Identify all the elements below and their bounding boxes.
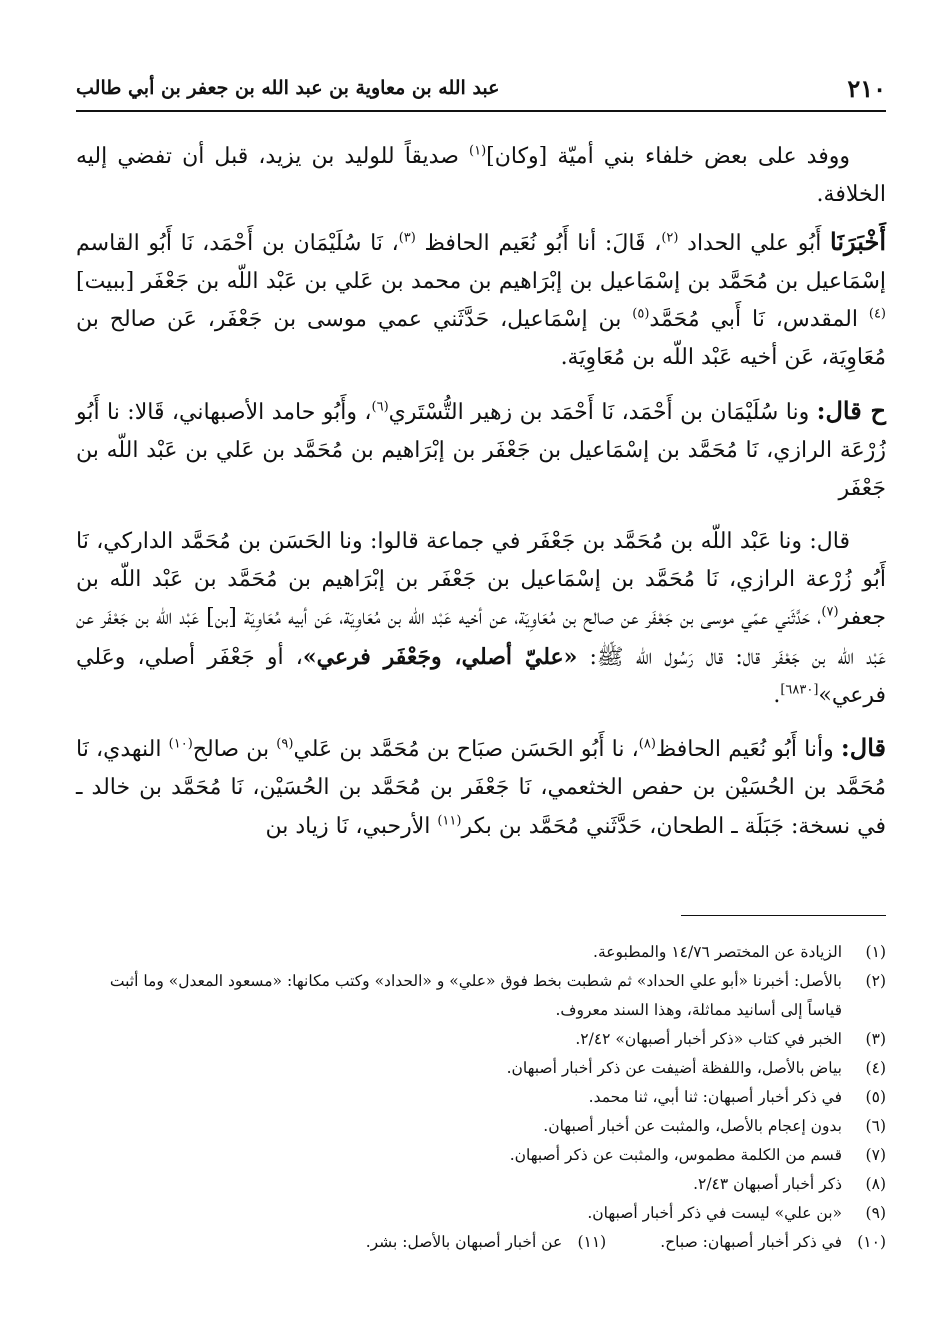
isnad-lead: ح قال: [816,395,886,425]
paragraph-5: قال: وأنا أَبُو نُعَيم الحافظ$^{(٨)}$، نا أَبُو الحَسَن صبَاح بن مُحَمَّد بن عَلي$^{(٩)}$ بن صالح$^{(١٠)}$ النهدي، نَا مُحَمَّد بن الحُسَيْن بن حفص الخثعمي، نَا جَعْفَر بن مُحَمَّد بن الحُسَيْن، نَا مُحَمَّد بن خالد ـ في نسخة: جَبَلَة ـ الطحان، حَدَّثَني مُحَمَّد بن بكر$^{(١١)}$ الأرحبي، نَا زياد بن [76,733,886,839]
isnad-lead: قال: [840,733,886,763]
footnote-item: (١٠) في ذكر أخبار أصبهان: صباح. [660,1233,886,1251]
hadith-number: [٦٨٣٠] [780,682,819,698]
footnote-ref: (٧) [821,604,839,620]
footnote-ref: (٦) [371,399,389,415]
footnote-row [76,1228,886,1257]
paragraph-4: قال: ونا عَبْد اللّه بن مُحَمَّد بن جَعْفَر في جماعة قالوا: ونا الحَسَن بن مُحَمَّد الداركي، نَا أَبُو زُرْعة الرازي، نَا مُحَمَّد بن إسْمَاعيل بن جَعْفَر بن إبْرَاهيم بن مُحَمَّد بن عَبْد اللّه بن جعفر$^{(٧)}$، حَدَّثَني عمّي موسى بن جَعْفَر عن صالح بن مُعَاوِيَة، عن أخيه عَبْد اللّه بن مُعَاوِيَة، عَن أبيه مُعَاوِيَة [بن] عَبْد اللّه بن جَعْفَر عن عَبْد اللّه بن جَعْفَر قال: قال رَسُول اللّه ﷺ: «عليّ أصلي، وجَعْفَر فرعي»، أو جَعْفَر أصلي، وعَلي فرعي»[٦٨٣٠]. [76,528,886,708]
footnote-ref: (١٠) [168,736,193,752]
page-number: ٢١٠ [847,73,886,103]
footnote-item: (٧) قسم من الكلمة مطموس، والمثبت عن ذكر أصبهان. [509,1146,886,1164]
paragraph-2: أَخْبَرَنَا أَبُو علي الحداد $^{(٢)}$، قَالَ: أنا أَبُو نُعَيم الحافظ $^{(٣)}$، نَا سُلَيْمَان بن أَحْمَد، نَا أَبُو القاسم إسْمَاعيل بن مُحَمَّد بن إسْمَاعيل بن إبْرَاهيم بن محمد بن عَلي بن عَبْد اللّه بن جَعْفَر [ببيت]$^{(٤)}$ المقدس، نَا أَبي مُحَمَّد$^{(٥)}$ بن إسْمَاعيل، حَدَّثَني عمي موسى بن جَعْفَر، عَن صالح بن مُعَاوِيَة، عَن أخيه عَبْد اللّه بن مُعَاوِيَة. [76,226,886,371]
footnote-item: (٩) «بن علي» ليست في ذكر أخبار أصبهان. [587,1204,886,1222]
paragraph-1: ووفد على بعض خلفاء بني أميّة [وكان]$^{(١)}$ صديقاً للوليد بن يزيد، قبل أن تفضي إليه الخلافة. [76,143,886,208]
footnote-ref: (٤) [868,306,886,322]
footnote-item: (٦) بدون إعجام بالأصل، والمثبت عن أخبار أصبهان. [543,1117,886,1135]
footnote-item: (٣) الخبر في كتاب «ذكر أخبار أصبهان» ٢/٤٢. [575,1030,886,1048]
running-header [76,66,886,112]
footnote-item: (١) الزيادة عن المختصر ١٤/٧٦ والمطبوعة. [593,943,886,961]
main-text [76,138,886,860]
footnote-item: (٨) ذكر أخبار أصبهان ٢/٤٣. [693,1175,886,1193]
running-title: عبد الله بن معاوية بن عبد الله بن جعفر بن أبي طالب [76,77,500,99]
footnote-item: (١١) عن أخبار أصبهان بالأصل: بشر. [365,1233,607,1251]
footnotes [76,938,886,1257]
isnad-lead: أَخْبَرَنَا [830,226,886,256]
footnote-item: (٥) في ذكر أخبار أصبهان: ثنا أبي، ثنا محمد. [588,1088,886,1106]
footnote-ref: (٨) [638,736,656,752]
footnote-ref: (٥) [632,306,650,322]
footnote-item: (٢) بالأصل: أخبرنا «أبو علي الحداد» ثم شطبت بخط فوق «علي» و «الحداد» وكتب مكانها: «مسعود المعدل» وما أثبت قياساً إلى أسانيد مماثلة، وهذا السند معروف. [109,972,886,1019]
footnote-ref: (٩) [276,736,294,752]
footnote-separator [681,915,886,916]
footnote-ref: (١١) [437,813,462,829]
footnote-ref: (٢) [661,230,679,246]
paragraph-3: ح قال: ونا سُلَيْمَان بن أَحْمَد، نَا أَحْمَد بن زهير التُّسْتَري$^{(٦)}$، وأَبُو حامد الأصبهاني، قَالا: نا أَبُو زُرْعَة الرازي، نَا مُحَمَّد بن إسْمَاعيل بن جَعْفَر بن إبْرَاهيم بن مُحَمَّد بن عَلي بن عَبْد اللّه بن جَعْفَر [76,395,886,502]
footnote-item: (٤) بياض بالأصل، واللفظة أضيفت عن ذكر أخبار أصبهان. [506,1059,886,1077]
hadith-quote: «عليّ أصلي، وجَعْفَر فرعي» [302,643,578,670]
footnote-ref: (٣) [398,230,416,246]
footnote-ref: (١) [469,143,487,159]
